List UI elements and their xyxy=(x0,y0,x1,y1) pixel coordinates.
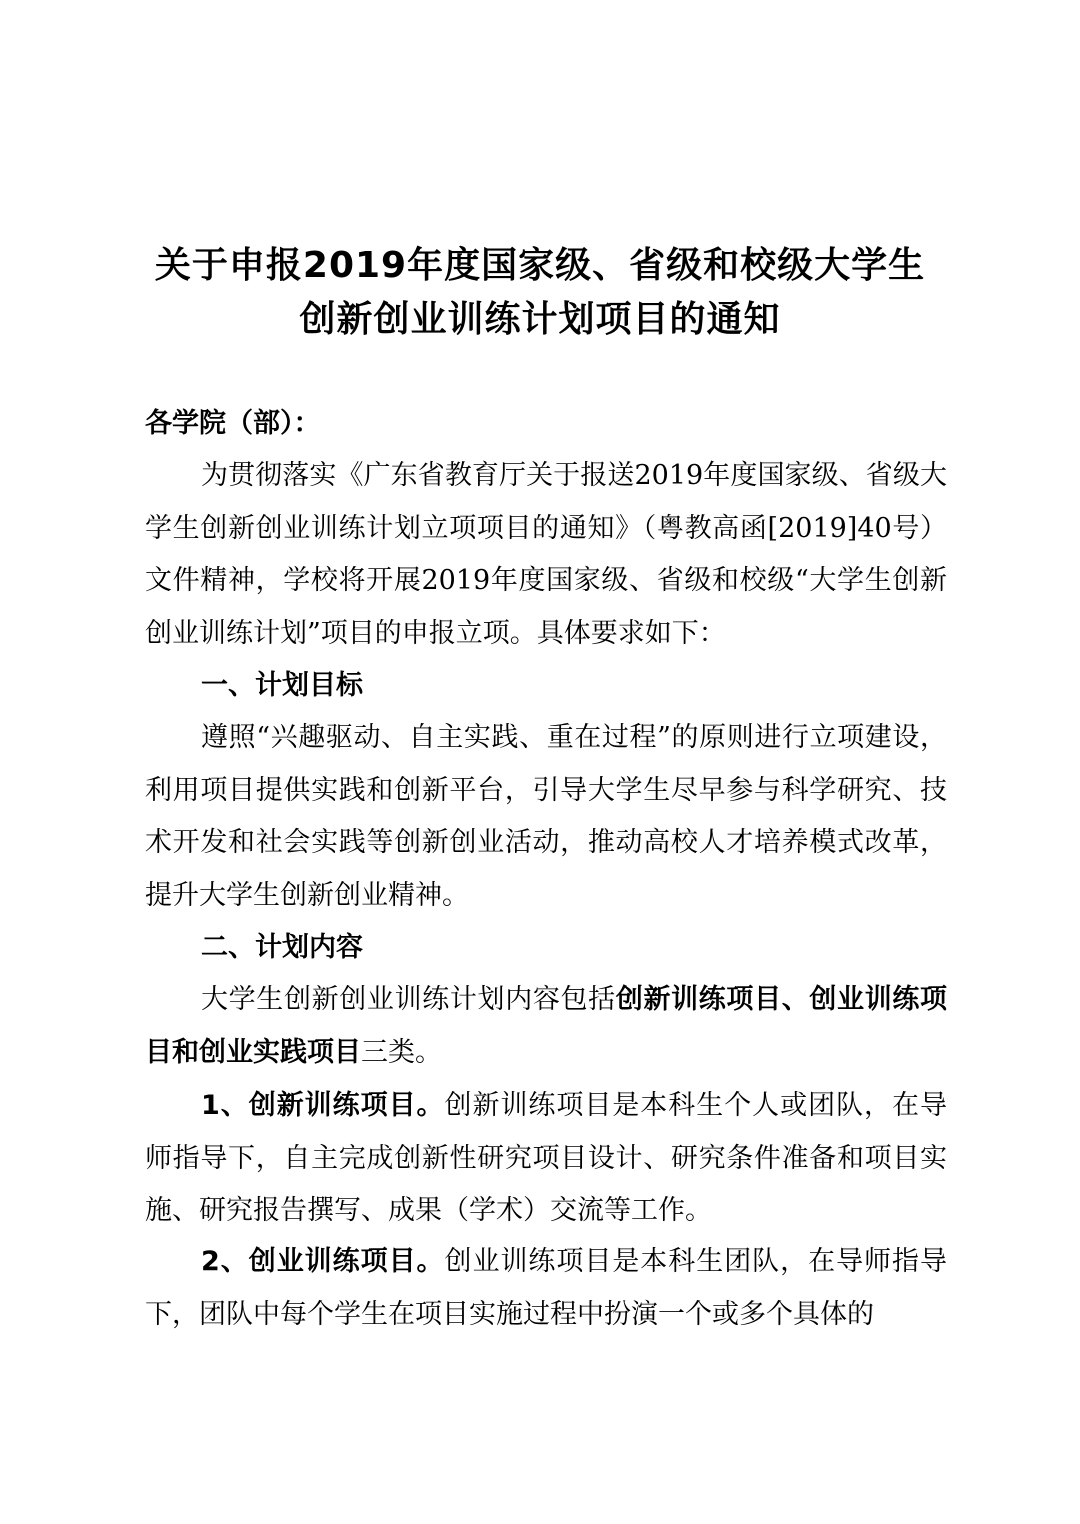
innovation-training-lead: 1、创新训练项目。 xyxy=(201,1090,445,1121)
document-title-line-1: 关于申报2019年度国家级、省级和校级大学生 xyxy=(154,245,926,286)
entrepreneurship-training-paragraph xyxy=(145,1236,947,1341)
innovation-training-paragraph xyxy=(145,1080,947,1238)
intro-paragraph: 为贯彻落实《广东省教育厅关于报送2019年度国家级、省级大学生创新创业训练计划立项项目的通知》（粤教高函[2019]40号）文件精神，学校将开展2019年度国家级、省级和校级“大学生创新创业训练计划”项目的申报立项。具体要求如下： xyxy=(145,460,947,649)
document-title-line-2: 创新创业训练计划项目的通知 xyxy=(299,299,781,340)
innovation-training-body: 创新训练项目是本科生个人或团队，在导师指导下，自主完成创新性研究项目设计、研究条件准备和项目实施、研究报告撰写、成果（学术）交流等工作。 xyxy=(145,1090,947,1226)
entrepreneurship-training-body: 创业训练项目是本科生团队，在导师指导下，团队中每个学生在项目实施过程中扮演一个或多个具体的 xyxy=(145,1246,947,1330)
section-heading-goals: 一、计划目标 xyxy=(201,670,363,701)
salutation: 各学院（部）： xyxy=(145,408,321,439)
section-heading-content: 二、计划内容 xyxy=(201,932,363,963)
content-paragraph xyxy=(145,974,947,1079)
content-project-types: 创新训练项目、创业训练项目和创业实践项目 xyxy=(145,984,948,1068)
content-intro-text: 大学生创新创业训练计划内容包括 xyxy=(201,984,616,1015)
entrepreneurship-training-lead: 2、创业训练项目。 xyxy=(201,1246,445,1277)
content-suffix-text: 三类。 xyxy=(361,1036,442,1068)
goals-paragraph: 遵照“兴趣驱动、自主实践、重在过程”的原则进行立项建设，利用项目提供实践和创新平台，引导大学生尽早参与科学研究、技术开发和社会实践等创新创业活动，推动高校人才培养模式改革，提升大学生创新创业精神。 xyxy=(145,722,947,911)
